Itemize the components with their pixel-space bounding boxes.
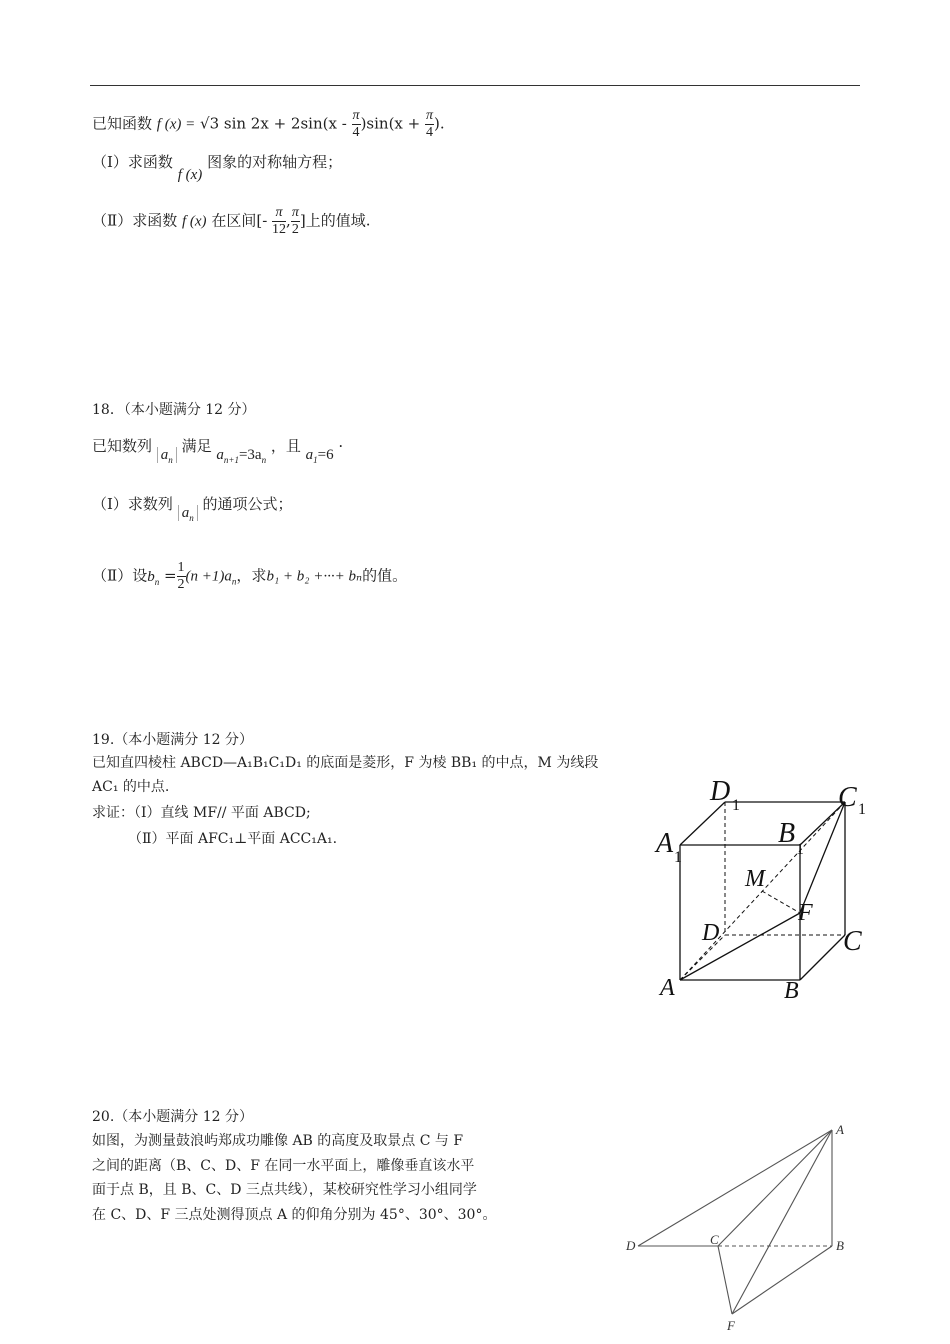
label-b1: B: [778, 818, 796, 849]
q18-line1: [92, 436, 344, 465]
q17-f-term1: √3 sin 2x + 2sin(x -: [200, 114, 347, 133]
q18-part2-prefix: （Ⅱ）设: [92, 566, 148, 585]
q18-part1: [92, 494, 293, 523]
q17-part2-mid: 在区间[-: [211, 211, 268, 230]
label-f: F: [798, 900, 813, 926]
svg-text:1: 1: [674, 849, 682, 866]
label-c: C: [843, 926, 862, 957]
svg-text:1: 1: [732, 797, 740, 814]
q19-line2: AC₁ 的中点.: [92, 779, 170, 795]
q18-sum: b₁ + b₂ +···+ bₙ: [266, 568, 363, 585]
label-b: B: [836, 1238, 844, 1253]
label-d: D: [702, 920, 720, 946]
q18-frac-half: $\frac{1}{2}$: [177, 560, 185, 592]
q18-part2-mid: (n +1)a: [185, 568, 232, 585]
q17-part2-prefix: （Ⅱ）求函数: [92, 211, 178, 230]
q19-header: 19.（本小题满分 12 分）: [92, 732, 253, 748]
q18-part2-b: ，求: [236, 566, 267, 585]
label-c1: C: [838, 782, 857, 813]
edge-a1d1: [680, 802, 725, 845]
label-d: D: [626, 1238, 636, 1253]
label-a: A: [836, 1122, 844, 1137]
q17-part1: [92, 152, 343, 183]
q17-f-lhs: f (x) =: [156, 116, 196, 133]
line-fa: [732, 1130, 832, 1314]
q18-rec: $a_{n+1}=3a_n$: [216, 447, 267, 465]
q17-intro: [92, 108, 445, 141]
svg-text:1: 1: [858, 801, 866, 818]
label-d1: D: [710, 776, 731, 807]
q17-part1-suffix: 图象的对称轴方程；: [207, 153, 343, 171]
label-a: A: [660, 975, 675, 1001]
line-fb: [732, 1246, 832, 1314]
q17-frac-pi12: $\frac{\pi}{12}$: [272, 205, 287, 237]
q17-part1-prefix: （Ⅰ）求函数: [92, 153, 173, 171]
q19-line4: （Ⅱ）平面 AFC₁⊥平面 ACC₁A₁.: [128, 831, 338, 847]
q18-part1-suffix: 的通项公式；: [202, 495, 293, 513]
q18-a1: $a_1=6$: [305, 447, 334, 465]
q18-bn: $b_n$: [147, 568, 160, 587]
q20-line3: 面于点 B，且 B、C、D 三点共线），某校研究性学习小组同学: [92, 1182, 477, 1198]
q18-part1-prefix: （Ⅰ）求数列: [92, 495, 173, 513]
q17-part1-fx: f (x): [177, 167, 203, 183]
edge-af: [680, 913, 800, 980]
q18-line1-b: 满足: [181, 437, 212, 455]
label-c: C: [710, 1232, 719, 1247]
q19-prism-figure: [640, 770, 890, 1010]
q17-frac-pi2: $\frac{\pi}{2}$: [291, 205, 299, 237]
q17-frac-pi4-b: $\frac{\pi}{4}$: [426, 108, 434, 140]
q20-line2: 之间的距离（B、C、D、F 在同一水平面上，雕像垂直该水平: [92, 1158, 475, 1174]
q19-line1: 已知直四棱柱 ABCD—A₁B₁C₁D₁ 的底面是菱形，F 为棱 BB₁ 的中点，M 为线段: [92, 755, 599, 771]
q20-header: 20.（本小题满分 12 分）: [92, 1109, 253, 1125]
label-f: F: [727, 1318, 735, 1333]
label-m: M: [745, 866, 765, 892]
q17-part2-suffix: ]上的值域.: [299, 211, 371, 230]
q17-part2-fx: f (x): [181, 213, 207, 230]
q18-part1-seq: $a_n$: [178, 505, 198, 521]
q17-intro-prefix: 已知函数: [92, 114, 153, 133]
q18-line1-a: 已知数列: [92, 437, 153, 455]
q17-frac-pi4-a: $\frac{\pi}{4}$: [352, 108, 360, 140]
q20-line1: 如图，为测量鼓浪屿郑成功雕像 AB 的高度及取景点 C 与 F: [92, 1133, 464, 1149]
q18-header: 18．（本小题满分 12 分）: [92, 402, 256, 418]
q18-seq: $a_n$: [157, 447, 177, 463]
q17-part2: （Ⅱ）求函数 f (x) 在区间[- $\frac{\pi}{12}$ , $\frac{\pi}{2}$ ]上的值域.: [92, 205, 371, 237]
q18-dot: ·: [338, 437, 344, 455]
q19-line3: 求证：（Ⅰ）直线 MF// 平面 ABCD;: [92, 805, 311, 821]
q20-statue-figure: [620, 1118, 860, 1340]
q17-f-mid: )sin(x +: [360, 114, 421, 133]
edge-bc: [800, 935, 845, 980]
svg-text:1: 1: [796, 841, 804, 858]
label-a1: A: [656, 828, 674, 859]
edge-mf: [762, 891, 800, 913]
q17-f-end: ).: [434, 114, 445, 133]
edge-fc1: [800, 802, 845, 913]
header-rule: [90, 85, 860, 86]
label-b: B: [784, 978, 799, 1004]
q20-line4: 在 C、D、F 三点处测得顶点 A 的仰角分别为 45°、30°、30°。: [92, 1207, 497, 1223]
q18-part2-suffix: 的值。: [362, 566, 408, 585]
q18-line1-c: ，且: [270, 437, 301, 455]
line-cf: [718, 1246, 732, 1314]
q18-part2: （Ⅱ）设$b_n$ = $\frac{1}{2}$ $(n +1)a_n$，求b₁ + b₂ +···+ bₙ的值。: [92, 560, 408, 592]
